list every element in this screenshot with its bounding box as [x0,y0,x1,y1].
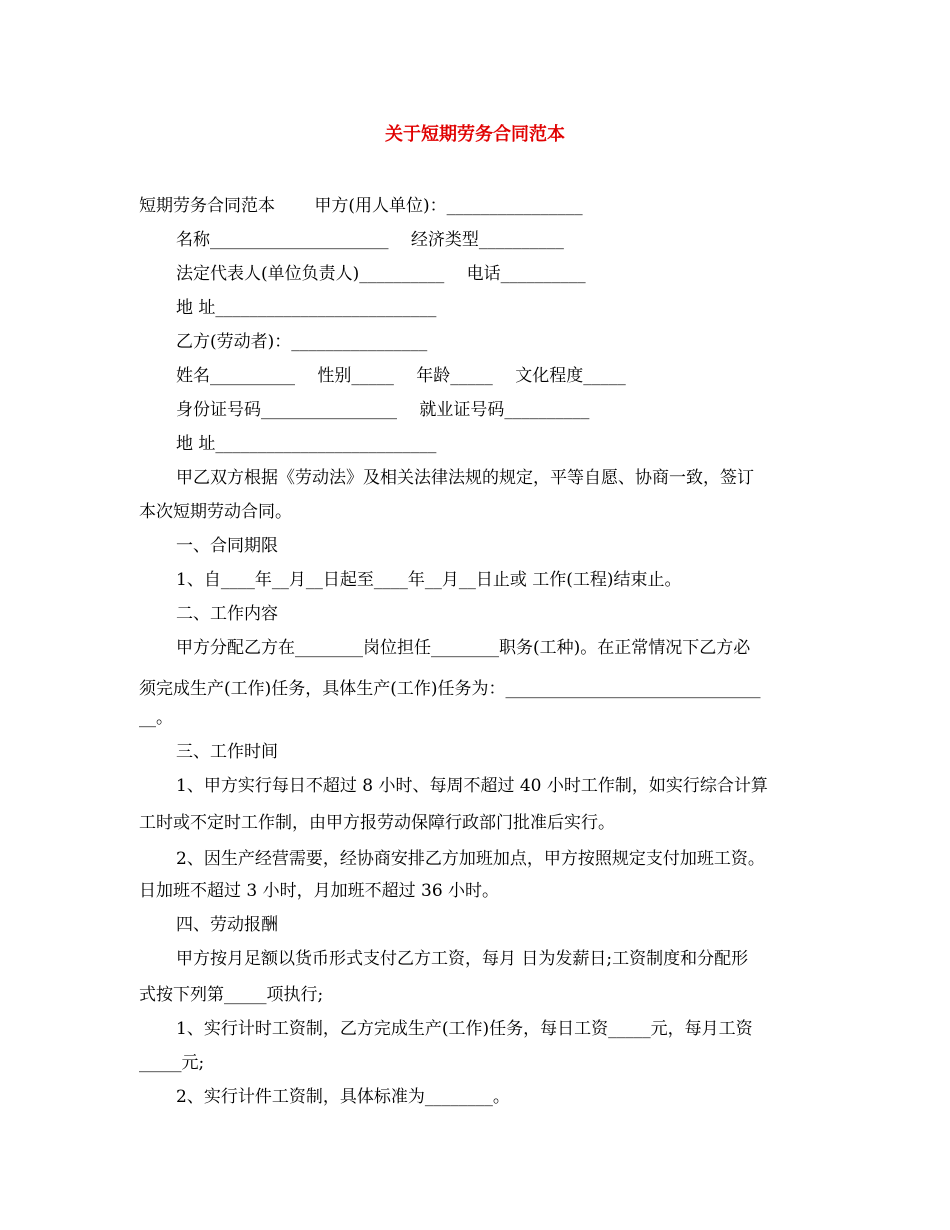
clause-line: 式按下列第_____项执行; [139,985,324,1005]
party-a-address-field: 地 址__________________________ [176,298,437,318]
clause-line: 2、实行计件工资制，具体标准为________。 [176,1087,510,1107]
clause-line: 1、实行计时工资制，乙方完成生产(工作)任务，每日工资_____元，每月工资 [176,1019,753,1039]
clause-line: 2、因生产经营需要，经协商安排乙方加班加点，甲方按照规定支付加班工资。 [176,849,765,869]
clause-line: 须完成生产(工作)任务，具体生产(工作)任务为：______________________________ [139,679,761,699]
clause-line: 甲方按月足额以货币形式支付乙方工资，每月 日为发薪日;工资制度和分配形 [176,949,749,969]
document-title: 关于短期劳务合同范本 [385,124,565,145]
section-heading: 四、劳动报酬 [176,915,278,935]
party-b-heading: 乙方(劳动者)：________________ [176,332,428,352]
clause-line: 1、自____年__月__日起至____年__月__日止或 工作(工程)结束止。 [176,570,682,590]
section-heading: 一、合同期限 [176,536,278,556]
preamble-line: 本次短期劳动合同。 [139,502,292,522]
section-heading: 三、工作时间 [176,742,278,762]
party-b-address-field: 地 址__________________________ [176,434,437,454]
party-b-personal-fields: 姓名__________ 性别_____ 年龄_____ 文化程度_____ [176,366,626,386]
party-a-name-field: 名称_____________________ 经济类型__________ [176,230,564,250]
party-b-id-fields: 身份证号码________________ 就业证号码__________ [176,400,590,420]
clause-line: 甲方分配乙方在________岗位担任________职务(工种)。在正常情况下乙方必 [176,638,751,658]
clause-line: _____元; [139,1053,205,1073]
clause-line: __。 [139,708,173,728]
preamble-line: 甲乙双方根据《劳动法》及相关法律法规的规定，平等自愿、协商一致，签订 [176,468,754,488]
party-a-legal-rep-field: 法定代表人(单位负责人)__________ 电话__________ [176,264,586,284]
party-a-heading: 短期劳务合同范本 甲方(用人单位)：________________ [139,196,583,216]
clause-line: 1、甲方实行每日不超过 8 小时、每周不超过 40 小时工作制，如实行综合计算 [176,776,768,796]
clause-line: 工时或不定时工作制，由甲方报劳动保障行政部门批准后实行。 [139,813,615,833]
clause-line: 日加班不超过 3 小时，月加班不超过 36 小时。 [139,881,500,901]
section-heading: 二、工作内容 [176,604,278,624]
